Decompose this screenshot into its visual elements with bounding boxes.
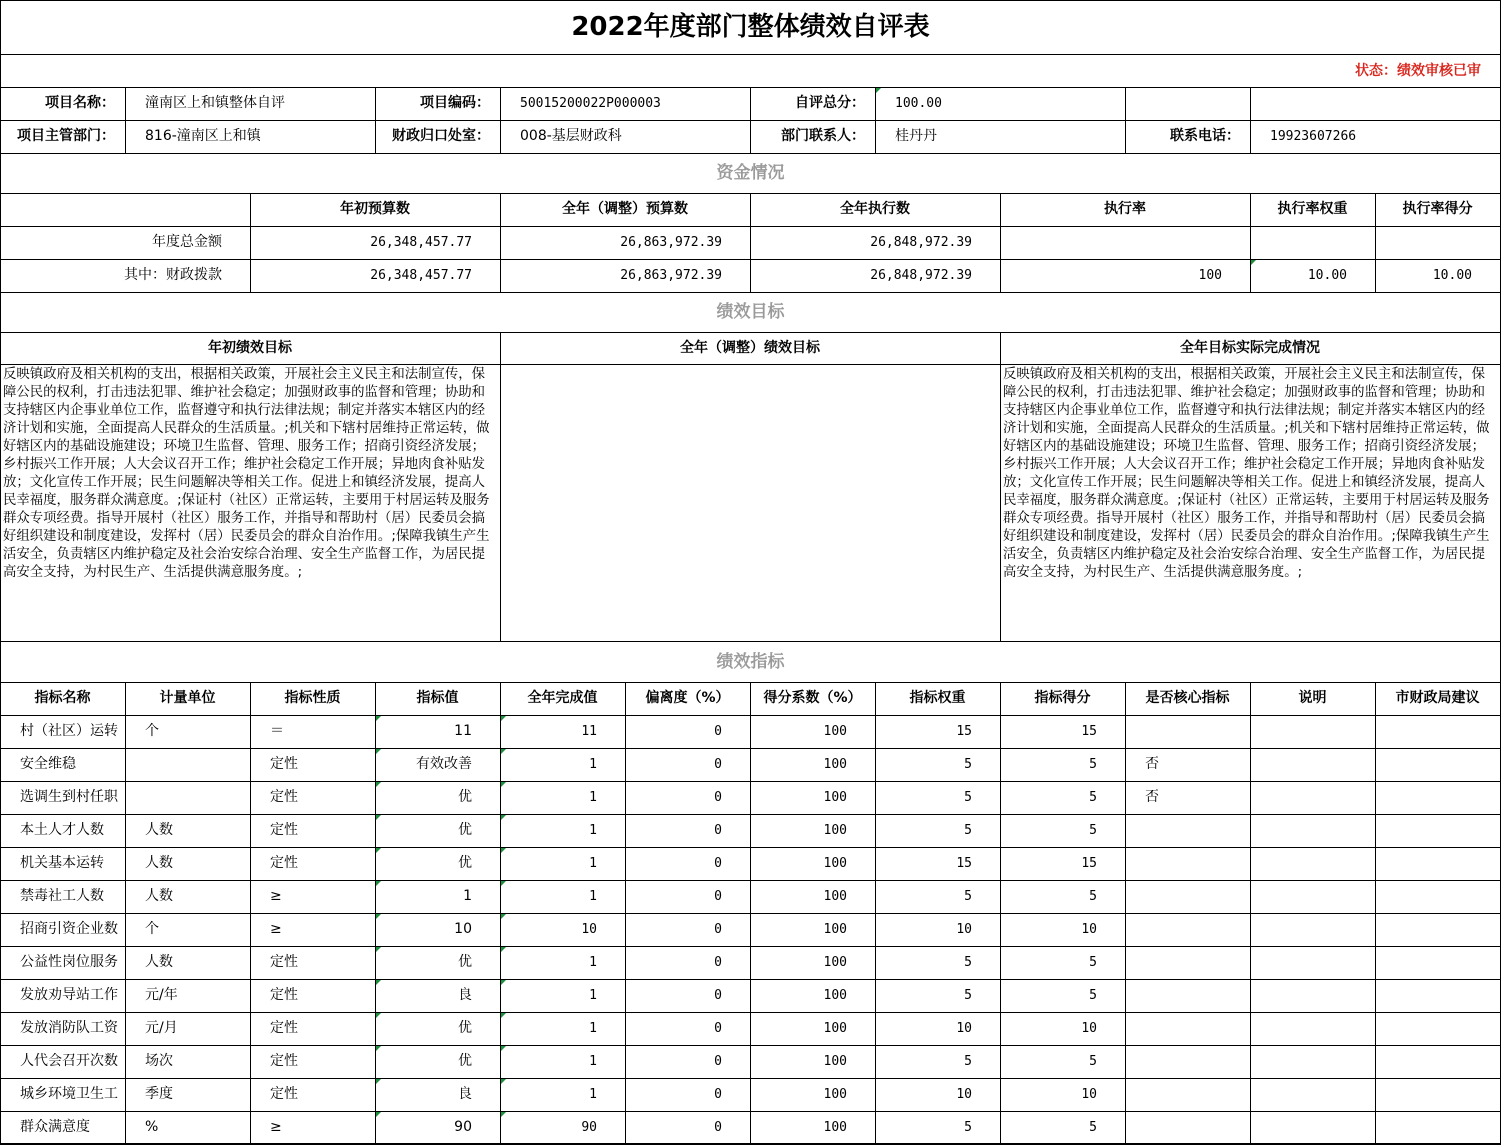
indicator-cell: [1250, 1078, 1375, 1111]
info-label-phone: 联系电话：: [1170, 128, 1240, 144]
indicator-cell: 100: [823, 1021, 847, 1036]
indicator-cell: 5: [964, 757, 972, 772]
cell-marker: [501, 1013, 506, 1018]
indicator-cell: [1375, 1111, 1500, 1144]
grid-line: [1000, 193, 1001, 292]
indicator-cell: 100: [823, 988, 847, 1003]
indicator-cell: 100: [823, 790, 847, 805]
indicator-cell: ≥: [270, 921, 282, 937]
indicator-cell: 100: [823, 757, 847, 772]
indicator-header-cell: 全年完成值: [527, 690, 598, 706]
indicator-cell: 15: [1081, 856, 1097, 871]
indicator-header-cell: 指标值: [416, 690, 459, 706]
indicator-cell: 11: [581, 724, 597, 739]
indicator-cell: [1250, 847, 1375, 880]
indicator-cell: 5: [1089, 889, 1097, 904]
funds-cell-rate: 100: [1198, 268, 1222, 283]
cell-marker: [376, 815, 381, 820]
indicator-cell: ≥: [270, 888, 282, 904]
indicator-cell: 0: [714, 856, 722, 871]
indicator-cell: 10: [581, 922, 597, 937]
funds-header-blank: [0, 193, 250, 226]
info-phone: 19923607266: [1270, 129, 1357, 144]
grid-line: [375, 87, 376, 153]
indicator-cell: 10: [1081, 1021, 1097, 1036]
indicator-cell: [1250, 1012, 1375, 1045]
indicator-header-cell: 是否核心指标: [1145, 690, 1230, 706]
grid-line: [625, 682, 626, 1144]
indicator-cell: 定性: [270, 789, 298, 805]
indicator-cell: 发放消防队工资: [20, 1020, 118, 1036]
indicator-cell: 本土人才人数: [20, 822, 104, 838]
goals-header-cell: 全年目标实际完成情况: [1180, 340, 1320, 356]
indicator-cell: 定性: [270, 954, 298, 970]
indicator-cell: 城乡环境卫生工: [20, 1086, 118, 1102]
grid-line: [750, 87, 751, 153]
indicator-cell: [1375, 1078, 1500, 1111]
indicator-cell: 1: [463, 888, 472, 904]
indicator-cell: 0: [714, 1120, 722, 1135]
indicator-cell: 100: [823, 856, 847, 871]
indicator-cell: 1: [589, 1054, 597, 1069]
cell-marker: [376, 947, 381, 952]
indicator-cell: 1: [589, 889, 597, 904]
grid-line: [500, 87, 501, 153]
indicator-cell: 5: [1089, 988, 1097, 1003]
indicator-header-cell: 指标得分: [1034, 690, 1091, 706]
funds-section-title: 资金情况: [716, 163, 785, 183]
indicator-cell: 否: [1145, 756, 1159, 772]
indicator-cell: 元/月: [145, 1020, 178, 1036]
cell-marker: [501, 1112, 506, 1117]
grid-line: [1250, 87, 1251, 153]
indicator-cell: 11: [454, 723, 472, 739]
grid-line: [500, 193, 501, 292]
indicator-cell: 0: [714, 889, 722, 904]
funds-cell-v1: 26,348,457.77: [370, 235, 472, 250]
info-label-project-code: 项目编码：: [420, 95, 490, 111]
goals-text-actual: 反映镇政府及相关机构的支出，根据相关政策，开展社会主义民主和法制宣传，保障公民的权利，打击违法犯罪、维护社会稳定；加强财政事的监督和管理；协助和支持辖区内企事业单位工作，监督遵守和执行法律法规；制定并落实本辖区内的经济计划和实施，全面提高人民群众的生活质量。;机关和下辖村居维持正常运转，做好辖区内的基础设施建设；环境卫生监督、管理、服务工作；招商引资经济发展；乡村振兴工作开展；人大会议召开工作；维护社会稳定工作开展；异地肉食补贴发放；文化宣传工作开展；民生问题解决等相关工作。促进上和镇经济发展，提高人民幸福度，服务群众满意度。;保证村（社区）正常运转，主要用于村居运转及服务群众专项经费。指导开展村（社区）服务工作，并指导和帮助村（居）民委员会搞好组织建设和制度建设，发挥村（居）民委员会的群众自治作用。;保障我镇生产生活安全，负责辖区内维护稳定及社会治安综合治理、安全生产监督工作，为居民提高安全支持，为村民生产、生活提供满意服务度。;: [1003, 367, 1490, 580]
indicator-cell: 优: [458, 1053, 472, 1069]
indicator-cell: 10: [956, 1087, 972, 1102]
grid-line: [0, 54, 1501, 55]
indicators-section-title: 绩效指标: [716, 652, 785, 672]
grid-line: [750, 193, 751, 292]
indicator-cell: 机关基本运转: [20, 855, 104, 871]
indicator-cell: 10: [956, 922, 972, 937]
indicator-header-cell: 指标名称: [34, 690, 91, 706]
indicator-cell: [1375, 847, 1500, 880]
indicator-cell: [125, 781, 250, 814]
indicator-header-cell: 得分系数（%）: [763, 690, 862, 706]
indicator-cell: 100: [823, 955, 847, 970]
indicator-cell: 村（社区）运转: [20, 723, 118, 739]
indicator-cell: 100: [823, 1087, 847, 1102]
grid-line: [125, 682, 126, 1144]
grid-line: [1000, 332, 1001, 641]
indicator-header-cell: 说明: [1298, 690, 1327, 706]
indicator-cell: [1125, 1045, 1250, 1078]
indicator-cell: [1375, 946, 1500, 979]
grid-line: [0, 292, 1501, 293]
indicator-cell: 100: [823, 823, 847, 838]
indicator-cell: [1250, 1045, 1375, 1078]
cell-marker: [1251, 260, 1256, 265]
indicator-cell: 招商引资企业数: [20, 921, 118, 937]
indicator-cell: 有效改善: [416, 756, 472, 772]
grid-line: [250, 682, 251, 1144]
indicator-cell: 群众满意度: [20, 1119, 90, 1135]
cell-marker: [376, 1112, 381, 1117]
indicator-cell: [1125, 814, 1250, 847]
grid-line: [1375, 682, 1376, 1144]
funds-cell-v2: 26,863,972.39: [620, 268, 722, 283]
indicator-cell: 0: [714, 922, 722, 937]
indicator-cell: 优: [458, 954, 472, 970]
grid-line: [750, 682, 751, 1144]
indicator-cell: 5: [1089, 823, 1097, 838]
indicator-cell: 安全维稳: [20, 756, 76, 772]
indicator-cell: 元/年: [145, 987, 178, 1003]
info-label-finance: 财政归口处室：: [392, 128, 490, 144]
indicator-cell: [1125, 1078, 1250, 1111]
indicator-cell: 5: [1089, 1054, 1097, 1069]
indicator-cell: [1375, 814, 1500, 847]
indicator-cell: [1250, 1111, 1375, 1144]
indicator-header-cell: 指标权重: [909, 690, 966, 706]
grid-line: [1125, 87, 1126, 153]
funds-cell-weight: 10.00: [1307, 268, 1347, 283]
indicator-cell: 定性: [270, 822, 298, 838]
indicator-cell: 100: [823, 1054, 847, 1069]
cell-marker: [501, 980, 506, 985]
funds-row-label: 其中：财政拨款: [124, 267, 222, 283]
indicator-cell: 10: [956, 1021, 972, 1036]
info-label-contact: 部门联系人：: [781, 128, 865, 144]
indicator-cell: 100: [823, 922, 847, 937]
indicator-cell: 100: [823, 889, 847, 904]
goals-section-title: 绩效目标: [716, 302, 785, 322]
funds-cell-v3: 26,848,972.39: [870, 235, 972, 250]
funds-cell-score: 10.00: [1432, 268, 1472, 283]
info-empty-2: [1250, 87, 1500, 120]
cell-marker: [501, 749, 506, 754]
cell-marker: [376, 782, 381, 787]
indicator-cell: [1250, 946, 1375, 979]
indicator-cell: 场次: [145, 1053, 173, 1069]
indicator-cell: [1250, 814, 1375, 847]
funds-cell-v2: 26,863,972.39: [620, 235, 722, 250]
grid-line: [0, 332, 1501, 333]
grid-line: [875, 87, 876, 153]
indicator-cell: [1125, 979, 1250, 1012]
indicator-cell: 定性: [270, 1053, 298, 1069]
indicator-cell: ＝: [270, 723, 284, 739]
info-dept: 816-潼南区上和镇: [145, 128, 261, 144]
info-label-self-score: 自评总分：: [795, 95, 865, 111]
indicator-cell: [1375, 748, 1500, 781]
cell-marker: [876, 88, 881, 93]
cell-marker: [376, 749, 381, 754]
cell-marker: [501, 815, 506, 820]
funds-header-cell: 年初预算数: [340, 201, 410, 217]
indicator-cell: [125, 748, 250, 781]
indicator-cell: 0: [714, 1087, 722, 1102]
indicator-cell: 人数: [145, 954, 173, 970]
info-label-dept: 项目主管部门：: [17, 128, 115, 144]
status-badge: 状态：绩效审核已审: [1355, 63, 1481, 79]
funds-cell-weight: [1250, 226, 1375, 259]
indicator-cell: [1125, 880, 1250, 913]
info-empty-1: [1125, 87, 1250, 120]
indicator-cell: 禁毒社工人数: [20, 888, 104, 904]
cell-marker: [376, 1013, 381, 1018]
goals-text-adjusted: [500, 365, 1000, 641]
indicator-cell: 定性: [270, 756, 298, 772]
indicator-cell: [1250, 715, 1375, 748]
goals-header-cell: 全年（调整）绩效目标: [680, 340, 820, 356]
indicator-cell: [1375, 880, 1500, 913]
indicator-cell: 优: [458, 855, 472, 871]
indicator-cell: 1: [589, 988, 597, 1003]
indicator-header-cell: 市财政局建议: [1395, 690, 1480, 706]
cell-marker: [376, 881, 381, 886]
funds-cell-score: [1375, 226, 1500, 259]
indicator-cell: 人代会召开次数: [20, 1053, 118, 1069]
indicator-cell: 5: [964, 1054, 972, 1069]
indicator-cell: 0: [714, 790, 722, 805]
funds-cell-rate: [1000, 226, 1250, 259]
indicator-cell: 人数: [145, 822, 173, 838]
indicator-cell: 定性: [270, 855, 298, 871]
indicator-cell: [1375, 1045, 1500, 1078]
grid-line: [375, 682, 376, 1144]
grid-line: [0, 153, 1501, 154]
funds-header-cell: 执行率得分: [1402, 201, 1473, 217]
indicator-cell: [1375, 979, 1500, 1012]
indicator-cell: 10: [1081, 922, 1097, 937]
indicator-cell: 0: [714, 823, 722, 838]
cell-marker: [501, 914, 506, 919]
goals-header-cell: 年初绩效目标: [208, 340, 292, 356]
indicator-cell: 100: [823, 1120, 847, 1135]
indicator-cell: 5: [964, 955, 972, 970]
cell-marker: [376, 980, 381, 985]
grid-line: [0, 0, 1, 1144]
indicator-cell: 0: [714, 724, 722, 739]
cell-marker: [501, 782, 506, 787]
indicator-cell: 5: [1089, 955, 1097, 970]
indicator-cell: 15: [1081, 724, 1097, 739]
indicator-cell: 5: [964, 889, 972, 904]
cell-marker: [376, 914, 381, 919]
indicator-cell: 5: [1089, 790, 1097, 805]
indicator-cell: [1125, 715, 1250, 748]
indicator-cell: 1: [589, 790, 597, 805]
indicator-cell: 5: [964, 790, 972, 805]
indicator-cell: 5: [964, 823, 972, 838]
info-label-project-name: 项目名称：: [45, 95, 115, 111]
indicator-cell: %: [145, 1119, 159, 1135]
indicator-cell: 否: [1145, 789, 1159, 805]
indicator-cell: 5: [964, 1120, 972, 1135]
indicator-cell: 1: [589, 856, 597, 871]
indicator-cell: 优: [458, 822, 472, 838]
grid-line: [500, 332, 501, 641]
indicator-cell: 100: [823, 724, 847, 739]
indicator-cell: 5: [1089, 1120, 1097, 1135]
indicator-cell: 定性: [270, 1086, 298, 1102]
indicator-cell: [1375, 781, 1500, 814]
funds-header-cell: 全年（调整）预算数: [562, 201, 688, 217]
cell-marker: [501, 1046, 506, 1051]
indicator-cell: 选调生到村任职: [20, 789, 118, 805]
grid-line: [125, 87, 126, 153]
indicator-cell: 人数: [145, 888, 173, 904]
indicator-cell: [1125, 913, 1250, 946]
indicator-cell: 15: [956, 724, 972, 739]
cell-marker: [501, 947, 506, 952]
indicator-header-cell: 指标性质: [284, 690, 341, 706]
grid-line: [1125, 682, 1126, 1144]
indicator-cell: ≥: [270, 1119, 282, 1135]
indicator-cell: 0: [714, 1021, 722, 1036]
indicator-cell: 优: [458, 1020, 472, 1036]
grid-line: [1250, 682, 1251, 1144]
indicator-cell: [1125, 946, 1250, 979]
cell-marker: [376, 716, 381, 721]
indicator-cell: 季度: [145, 1086, 173, 1102]
info-self-score: 100.00: [895, 96, 942, 111]
info-contact: 桂丹丹: [895, 128, 937, 144]
grid-line: [0, 641, 1501, 642]
indicator-cell: 1: [589, 1087, 597, 1102]
cell-marker: [501, 848, 506, 853]
indicator-cell: 0: [714, 757, 722, 772]
grid-line: [875, 682, 876, 1144]
grid-line: [250, 193, 251, 292]
indicator-cell: 5: [1089, 757, 1097, 772]
indicator-cell: 10: [454, 921, 472, 937]
indicator-cell: [1125, 1111, 1250, 1144]
page-title: 2022年度部门整体绩效自评表: [571, 12, 930, 42]
indicator-cell: [1375, 1012, 1500, 1045]
funds-row-label: 年度总金额: [152, 234, 222, 250]
funds-cell-v3: 26,848,972.39: [870, 268, 972, 283]
indicator-cell: [1375, 913, 1500, 946]
indicator-header-cell: 偏离度（%）: [645, 690, 730, 706]
indicator-cell: 90: [454, 1119, 472, 1135]
funds-header-cell: 执行率权重: [1277, 201, 1348, 217]
indicator-cell: 公益性岗位服务: [20, 954, 118, 970]
indicator-cell: 定性: [270, 1020, 298, 1036]
grid-line: [500, 682, 501, 1144]
indicator-cell: 15: [956, 856, 972, 871]
indicator-cell: 5: [964, 988, 972, 1003]
indicator-cell: 个: [145, 723, 159, 739]
indicator-cell: 1: [589, 757, 597, 772]
indicator-cell: 发放劝导站工作: [20, 987, 118, 1003]
indicator-cell: [1250, 880, 1375, 913]
indicator-cell: [1250, 781, 1375, 814]
indicator-cell: 1: [589, 955, 597, 970]
grid-line: [1375, 193, 1376, 292]
info-project-code: 50015200022P000003: [520, 96, 661, 111]
indicator-cell: 90: [581, 1120, 597, 1135]
cell-marker: [376, 848, 381, 853]
indicator-header-cell: 计量单位: [159, 690, 216, 706]
goals-text-initial: 反映镇政府及相关机构的支出，根据相关政策，开展社会主义民主和法制宣传，保障公民的权利，打击违法犯罪、维护社会稳定；加强财政事的监督和管理；协助和支持辖区内企事业单位工作，监督遵守和执行法律法规；制定并落实本辖区内的经济计划和实施，全面提高人民群众的生活质量。;机关和下辖村居维持正常运转，做好辖区内的基础设施建设；环境卫生监督、管理、服务工作；招商引资经济发展；乡村振兴工作开展；人大会议召开工作；维护社会稳定工作开展；异地肉食补贴发放；文化宣传工作开展；民生问题解决等相关工作。促进上和镇经济发展，提高人民幸福度，服务群众满意度。;保证村（社区）正常运转，主要用于村居运转及服务群众专项经费。指导开展村（社区）服务工作，并指导和帮助村（居）民委员会搞好组织建设和制度建设，发挥村（居）民委员会的群众自治作用。;保障我镇生产生活安全，负责辖区内维护稳定及社会治安综合治理、安全生产监督工作，为居民提高安全支持，为村民生产、生活提供满意服务度。;: [3, 367, 490, 580]
indicator-cell: [1250, 979, 1375, 1012]
grid-line: [0, 0, 1501, 1]
indicator-cell: 良: [458, 1086, 472, 1102]
info-project-name: 潼南区上和镇整体自评: [145, 95, 285, 111]
grid-line: [1250, 193, 1251, 292]
indicator-cell: 优: [458, 789, 472, 805]
grid-line: [1000, 682, 1001, 1144]
indicator-cell: [1125, 1012, 1250, 1045]
indicator-cell: 0: [714, 988, 722, 1003]
indicator-cell: 人数: [145, 855, 173, 871]
info-finance: 008-基层财政科: [520, 128, 622, 144]
cell-marker: [376, 1046, 381, 1051]
indicator-cell: 10: [1081, 1087, 1097, 1102]
indicator-cell: [1375, 715, 1500, 748]
funds-cell-v1: 26,348,457.77: [370, 268, 472, 283]
cell-marker: [376, 1079, 381, 1084]
indicator-cell: 良: [458, 987, 472, 1003]
indicator-cell: 个: [145, 921, 159, 937]
cell-marker: [501, 1079, 506, 1084]
indicator-cell: 1: [589, 823, 597, 838]
funds-header-cell: 执行率: [1104, 201, 1146, 217]
indicator-cell: 0: [714, 1054, 722, 1069]
indicator-cell: [1250, 913, 1375, 946]
indicator-cell: 定性: [270, 987, 298, 1003]
indicator-cell: [1125, 847, 1250, 880]
cell-marker: [501, 716, 506, 721]
cell-marker: [501, 881, 506, 886]
funds-header-cell: 全年执行数: [840, 201, 910, 217]
indicator-cell: 0: [714, 955, 722, 970]
indicator-cell: [1250, 748, 1375, 781]
grid-line: [0, 364, 1501, 365]
indicator-cell: 1: [589, 1021, 597, 1036]
